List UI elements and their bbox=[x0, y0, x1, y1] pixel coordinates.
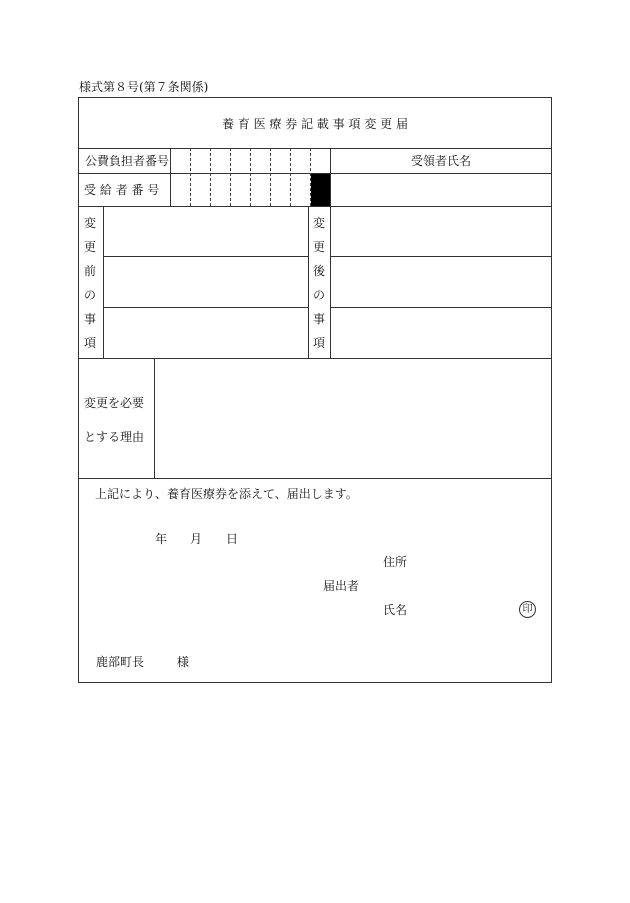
digit-divider bbox=[190, 148, 191, 206]
divider bbox=[103, 256, 308, 257]
payer-number-label: 公費負担者番号 bbox=[85, 154, 170, 168]
digit-divider bbox=[250, 148, 251, 206]
digit-divider bbox=[270, 148, 271, 206]
honorific: 様 bbox=[177, 655, 190, 669]
beneficiary-number-label: 受 給 者 番 号 bbox=[84, 183, 160, 197]
digit-divider bbox=[210, 148, 211, 206]
divider bbox=[103, 307, 308, 308]
date-day-label: 日 bbox=[226, 532, 239, 546]
addressee-label: 鹿部町長 bbox=[96, 655, 145, 669]
form-title: 養 育 医 療 券 記 載 事 項 変 更 届 bbox=[222, 117, 408, 131]
reason-label-line1: 変更を必要 bbox=[84, 396, 145, 410]
declaration-text: 上記により、養育医療券を添えて、届出します。 bbox=[95, 487, 358, 501]
after-label: 変更後の事項 bbox=[312, 216, 325, 350]
seal-mark: 印 bbox=[519, 601, 536, 618]
digit-divider bbox=[230, 148, 231, 206]
date-year-label: 年 bbox=[155, 532, 168, 546]
divider bbox=[78, 358, 552, 359]
date-month-label: 月 bbox=[190, 532, 203, 546]
divider bbox=[330, 307, 552, 308]
recipient-name-label: 受領者氏名 bbox=[410, 154, 471, 168]
address-label: 住所 bbox=[383, 555, 408, 569]
divider bbox=[330, 256, 552, 257]
divider bbox=[78, 206, 552, 207]
digit-divider bbox=[290, 148, 291, 206]
unused-digit-cell bbox=[311, 174, 330, 206]
form-label: 様式第８号(第７条関係) bbox=[79, 80, 209, 94]
divider bbox=[170, 148, 171, 206]
divider bbox=[330, 206, 331, 358]
divider bbox=[103, 206, 104, 358]
applicant-label: 届出者 bbox=[323, 579, 360, 593]
divider bbox=[78, 478, 552, 479]
name-label: 氏名 bbox=[383, 603, 408, 617]
divider bbox=[308, 206, 309, 358]
reason-label-line2: とする理由 bbox=[84, 430, 145, 444]
before-label: 変更前の事項 bbox=[83, 216, 96, 350]
divider bbox=[154, 358, 155, 478]
divider bbox=[78, 148, 552, 149]
